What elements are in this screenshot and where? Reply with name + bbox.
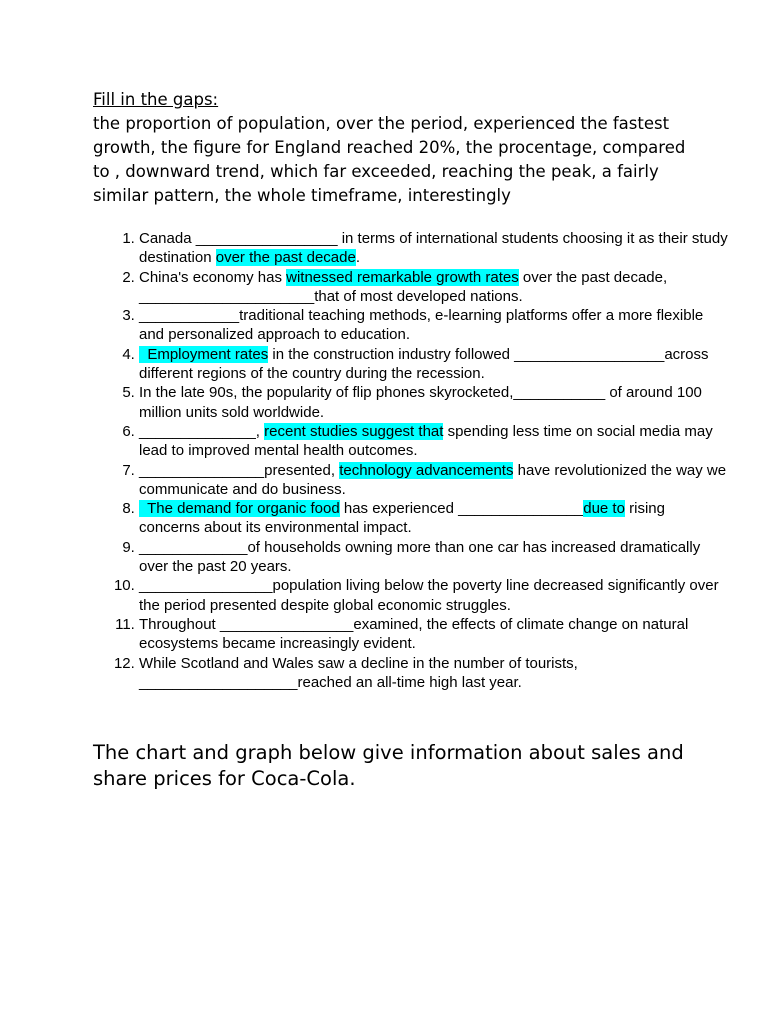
item-text: in the construction industry followed __________________across different regions of the country during the recession. xyxy=(139,345,709,383)
exercise-list xyxy=(93,229,729,692)
list-item xyxy=(139,615,729,654)
highlighted-phrase: recent studies suggest that xyxy=(264,422,444,440)
item-text: While Scotland and Wales saw a decline in the number of tourists, ___________________reached an all-time high last year. xyxy=(139,654,578,691)
item-text: Throughout ________________examined, the effects of climate change on natural ecosystems became increasingly evident. xyxy=(139,615,689,653)
list-item xyxy=(139,654,729,693)
list-item xyxy=(139,306,729,345)
item-text: . xyxy=(355,249,361,267)
item-text: China's economy has xyxy=(139,268,287,286)
highlighted-phrase: The demand for organic food xyxy=(139,500,340,518)
list-item xyxy=(139,229,729,268)
item-text: has experienced _______________ xyxy=(339,500,584,518)
list-item xyxy=(139,422,729,461)
word-bank: the proportion of population, over the period, experienced the fastest growth, the figure for England reached 20%, the procentage, compared to , downward trend, which far exceeded, reaching the peak, a fairly similar pattern, the whole timeframe, interestingly xyxy=(93,114,686,205)
item-text: _____________of households owning more than one car has increased dramatically over the past 20 years. xyxy=(139,538,701,576)
list-item xyxy=(139,383,729,422)
item-text: have revolutionized the way we communicate and do business. xyxy=(139,461,727,498)
item-text: _______________presented, xyxy=(139,461,340,479)
highlighted-phrase: due to xyxy=(583,500,625,518)
item-text: ____________traditional teaching methods, e-learning platforms offer a more flexible and personalized approach to education. xyxy=(139,307,704,344)
highlighted-phrase: over the past decade xyxy=(215,249,356,267)
item-text: ______________, xyxy=(139,422,265,440)
item-text: In the late 90s, the popularity of flip phones skyrocketed,___________ of around 100 million units sold worldwide. xyxy=(139,384,702,421)
list-item xyxy=(139,576,729,615)
exercise-title: Fill in the gaps: xyxy=(93,90,219,109)
item-text: ________________population living below the poverty line decreased significantly over the period presented despite global economic struggles. xyxy=(139,577,719,614)
item-text: spending less time on social media may lead to improved mental health outcomes. xyxy=(139,422,713,460)
highlighted-phrase: technology advancements xyxy=(339,461,514,479)
item-text: Canada _________________ in terms of international students choosing it as their study destination xyxy=(139,230,728,267)
list-item xyxy=(139,499,729,538)
list-item xyxy=(139,345,729,384)
item-text: over the past decade, _____________________that of most developed nations. xyxy=(139,268,668,305)
highlighted-phrase: Employment rates xyxy=(139,345,269,363)
exercise-heading xyxy=(93,88,693,208)
list-item xyxy=(139,461,729,500)
chart-section-title: The chart and graph below give information about sales and share prices for Coca-Cola. xyxy=(93,741,684,790)
list-item xyxy=(139,268,729,307)
item-text: rising concerns about its environmental impact. xyxy=(139,500,665,537)
list-item xyxy=(139,538,729,577)
highlighted-phrase: witnessed remarkable growth rates xyxy=(286,268,519,286)
